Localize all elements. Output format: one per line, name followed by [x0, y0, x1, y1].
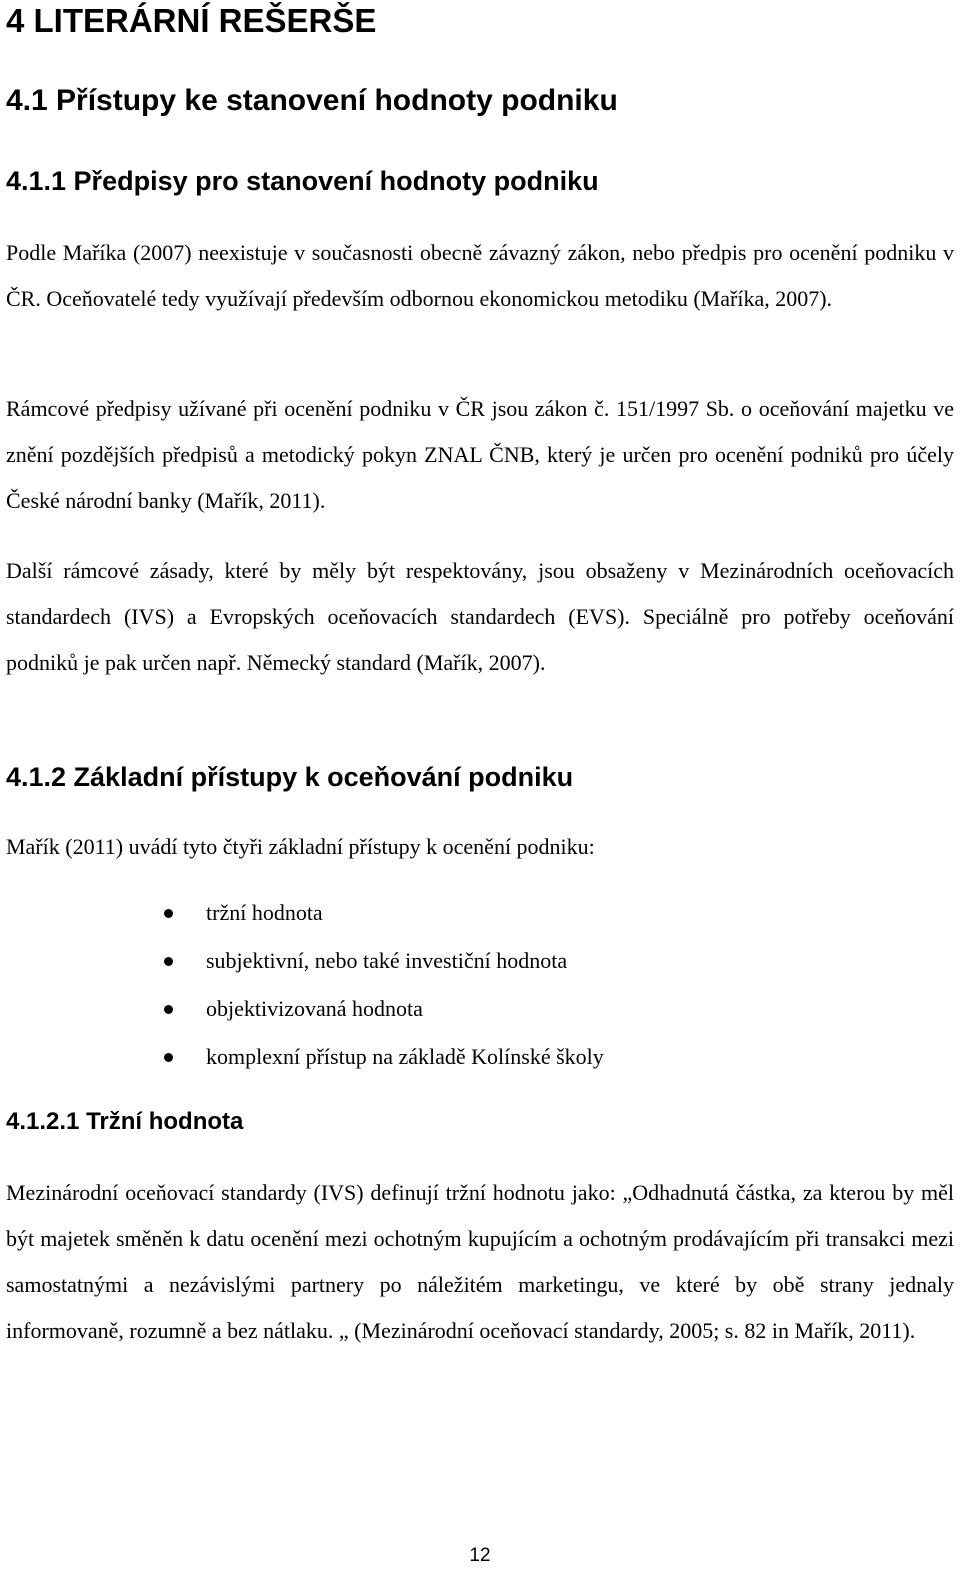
list-item: subjektivní, nebo také investiční hodnota — [156, 937, 604, 985]
section-heading: 4.1 Přístupy ke stanovení hodnoty podniku — [6, 84, 618, 117]
subsection-heading-regulations: 4.1.1 Předpisy pro stanovení hodnoty podniku — [6, 166, 599, 196]
list-item: objektivizovaná hodnota — [156, 985, 604, 1033]
paragraph-regulations-intro: Podle Maříka (2007) neexistuje v současnosti obecně závazný zákon, nebo předpis pro ocenění podniku v ČR. Oceňovatelé tedy využívají především odbornou ekonomickou metodiku (Maříka, 2007). — [6, 240, 954, 311]
chapter-heading: 4 LITERÁRNÍ REŠERŠE — [6, 2, 377, 39]
subsection-heading-approaches: 4.1.2 Základní přístupy k oceňování podniku — [6, 762, 574, 792]
subsubsection-heading-market-value: 4.1.2.1 Tržní hodnota — [6, 1108, 244, 1135]
paragraph-framework-regulations: Rámcové předpisy užívané při ocenění podniku v ČR jsou zákon č. 151/1997 Sb. o oceňování majetku ve znění pozdějších předpisů a metodický pokyn ZNAL ČNB, který je určen pro ocenění podniků pro účely České národní banky (Mařík, 2011). — [6, 396, 954, 513]
paragraph-standards: Další rámcové zásady, které by měly být respektovány, jsou obsaženy v Mezinárodních oceňovacích standardech (IVS) a Evropských oceňovacích standardech (EVS). Speciálně pro potřeby oceňování podniků je pak určen např. Německý standard (Mařík, 2007). — [6, 558, 954, 675]
list-item: komplexní přístup na základě Kolínské školy — [156, 1033, 604, 1081]
page-number: 12 — [469, 1545, 491, 1566]
bullet-icon — [164, 957, 173, 966]
bullet-icon — [164, 1005, 173, 1014]
paragraph-market-value-definition: Mezinárodní oceňovací standardy (IVS) definují tržní hodnotu jako: „Odhadnutá částka, za kterou by měl být majetek směněn k datu ocenění mezi ochotným kupujícím a ochotným prodávajícím při transakci mezi samostatnými a nezávislými partnery po náležitém marketingu, ve které by obě strany jednaly informovaně, rozumně a bez nátlaku. „ (Mezinárodní oceňovací standardy, 2005; s. 82 in Mařík, 2011). — [6, 1180, 954, 1343]
paragraph-approaches-intro: Mařík (2011) uvádí tyto čtyři základní přístupy k ocenění podniku: — [6, 834, 595, 859]
approaches-list — [156, 889, 604, 1081]
bullet-icon — [164, 909, 173, 918]
bullet-icon — [164, 1053, 173, 1062]
list-item: tržní hodnota — [156, 889, 604, 937]
